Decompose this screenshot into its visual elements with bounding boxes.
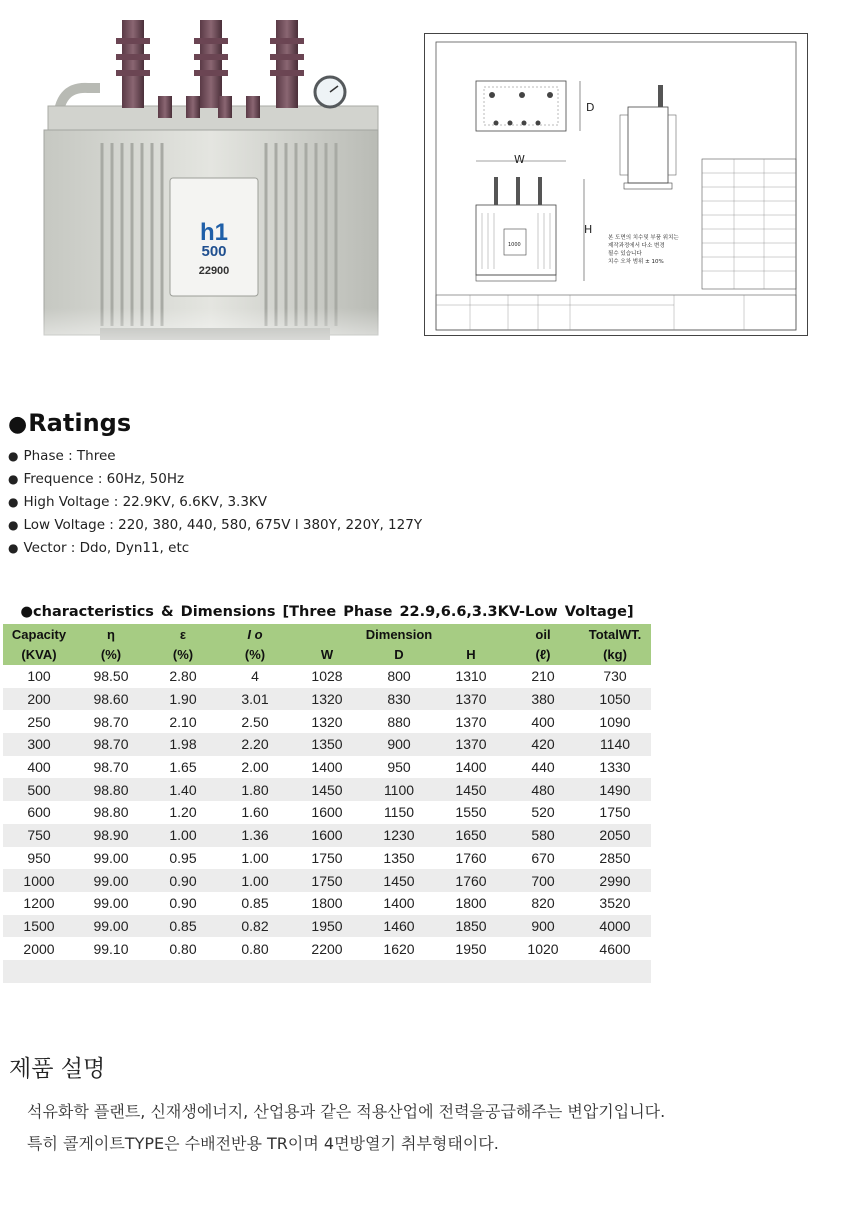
bullet-icon: ● <box>8 495 19 509</box>
table-cell: 99.00 <box>75 869 147 892</box>
table-row <box>3 892 651 915</box>
table-cell: 1400 <box>455 759 487 776</box>
table-cell <box>435 960 507 983</box>
table-cell: 950 <box>387 759 411 776</box>
table-cell: 1370 <box>435 688 507 711</box>
table-cell: 900 <box>507 915 579 938</box>
table-cell: 98.70 <box>93 713 129 730</box>
header-cell: (KVA) <box>3 645 75 666</box>
table-cell: 600 <box>27 804 51 821</box>
table-cell: 4000 <box>579 915 651 938</box>
table-cell: 100 <box>27 668 51 685</box>
table-cell: 1.65 <box>169 759 197 776</box>
table-header-row <box>3 645 651 666</box>
rating-item-phase <box>8 445 422 468</box>
table-cell: 670 <box>531 849 555 866</box>
table-cell: 4600 <box>599 940 631 957</box>
table-cell: 1460 <box>363 915 435 938</box>
rating-text: Frequence : 60Hz, 50Hz <box>23 471 185 487</box>
note-line: 치수 오차 범위 ± 10% <box>608 259 664 265</box>
badge-voltage: 22900 <box>198 265 230 277</box>
table-cell: 1760 <box>455 849 487 866</box>
table-cell: 1600 <box>291 824 363 847</box>
header-cell: Capacity <box>3 624 75 645</box>
bullet-icon: ● <box>8 449 19 463</box>
table-row <box>3 915 651 938</box>
table-cell <box>507 960 579 983</box>
ratings-title <box>8 409 131 437</box>
badge-number: 500 <box>201 243 227 260</box>
table-cell: 0.80 <box>241 940 269 957</box>
table-cell: 0.80 <box>169 940 197 957</box>
dim-d: D <box>586 101 595 114</box>
table-cell: 98.50 <box>93 668 129 685</box>
table-cell: 1090 <box>599 713 631 730</box>
table-cell: 3520 <box>599 895 631 912</box>
table-cell: 2.00 <box>241 759 269 776</box>
table-cell <box>147 960 219 983</box>
table-row <box>3 937 651 960</box>
ratings-list <box>8 445 422 560</box>
table-cell: 98.80 <box>75 778 147 801</box>
characteristics-table <box>3 624 651 983</box>
table-cell: 950 <box>27 849 51 866</box>
header-cell: oil <box>507 624 579 645</box>
table-cell: 1450 <box>435 778 507 801</box>
table-row <box>3 778 651 801</box>
table-cell: 2990 <box>579 869 651 892</box>
table-cell: 0.90 <box>169 895 197 912</box>
table-cell: 1490 <box>579 778 651 801</box>
table-cell: 480 <box>507 778 579 801</box>
table-cell: 1028 <box>311 668 343 685</box>
table-cell: 0.85 <box>241 895 269 912</box>
table-row <box>3 756 651 779</box>
header-cell: η <box>75 624 147 645</box>
header-cell: (kg) <box>579 645 651 666</box>
note-line: 본 도면의 치수및 부품 위치는 <box>608 235 679 241</box>
header-cell: (%) <box>147 645 219 666</box>
table-cell <box>291 960 363 983</box>
rating-item-vector <box>8 537 422 560</box>
description-line: 특히 콜게이트TYPE은 수배전반용 TR이며 4면방열기 취부형태이다. <box>27 1134 499 1153</box>
table-cell: 1750 <box>291 869 363 892</box>
header-cell: H <box>435 645 507 666</box>
table-cell: 1150 <box>383 804 415 821</box>
table-title <box>3 604 651 620</box>
table-cell: 880 <box>387 713 411 730</box>
table-row <box>3 665 651 688</box>
header-cell: Dimension <box>291 624 507 645</box>
table-cell: 1400 <box>383 895 415 912</box>
table-cell: 1850 <box>435 915 507 938</box>
table-cell: 2.80 <box>169 668 197 685</box>
description-title: 제품 설명 <box>9 1056 106 1082</box>
header-cell: (ℓ) <box>507 645 579 666</box>
table-cell: 2.10 <box>169 713 197 730</box>
table-cell: 900 <box>363 733 435 756</box>
note-line: 제작과정에서 다소 변경 <box>608 243 665 249</box>
table-cell <box>3 960 75 983</box>
table-row <box>3 801 651 824</box>
table-cell: 1450 <box>363 869 435 892</box>
table-cell: 1.36 <box>219 824 291 847</box>
table-title-text: characteristics & Dimensions [Three Phase 22.9,6.6,3.3KV-Low Voltage] <box>33 604 634 620</box>
table-cell: 1200 <box>23 895 55 912</box>
table-cell: 2050 <box>579 824 651 847</box>
table-cell: 750 <box>3 824 75 847</box>
table-cell: 0.95 <box>169 849 197 866</box>
table-cell: 730 <box>603 668 627 685</box>
table-cell: 1310 <box>455 668 487 685</box>
table-cell: 2.50 <box>241 713 269 730</box>
table-cell <box>75 960 147 983</box>
rating-text: High Voltage : 22.9KV, 6.6KV, 3.3KV <box>23 494 267 510</box>
table-row <box>3 733 651 756</box>
header-cell: TotalWT. <box>579 624 651 645</box>
description-line: 석유화학 플랜트, 신재생에너지, 산업용과 같은 적용산업에 전력을공급해주는 변압기입니다. <box>27 1102 666 1121</box>
table-cell: 1450 <box>291 778 363 801</box>
table-cell: 3.01 <box>219 688 291 711</box>
table-cell: 1950 <box>455 940 487 957</box>
table-row <box>3 847 651 870</box>
rating-item-low-voltage <box>8 514 422 537</box>
table-cell: 1.80 <box>219 778 291 801</box>
table-cell: 250 <box>27 713 51 730</box>
table-cell: 1320 <box>291 688 363 711</box>
header-cell: I o <box>219 624 291 645</box>
rating-text: Low Voltage : 220, 380, 440, 580, 675V l 380Y, 220Y, 127Y <box>23 517 423 533</box>
table-cell: 4 <box>251 668 259 685</box>
table-cell: 1370 <box>435 733 507 756</box>
transformer-photo <box>40 8 385 370</box>
table-cell: 1750 <box>599 804 631 821</box>
table-cell: 300 <box>3 733 75 756</box>
table-cell: 1100 <box>363 778 435 801</box>
table-cell: 99.00 <box>93 895 129 912</box>
table-cell: 99.10 <box>93 940 129 957</box>
table-cell: 1650 <box>435 824 507 847</box>
table-cell: 1.00 <box>241 849 269 866</box>
table-row <box>3 688 651 711</box>
table-cell: 1620 <box>383 940 415 957</box>
table-cell: 1.60 <box>241 804 269 821</box>
header-cell: (%) <box>75 645 147 666</box>
table-cell <box>363 960 435 983</box>
table-cell: 830 <box>363 688 435 711</box>
table-row-empty <box>3 960 651 983</box>
header-cell: W <box>291 645 363 666</box>
table-cell: 520 <box>531 804 555 821</box>
bullet-icon: ● <box>8 518 19 532</box>
table-cell: 210 <box>531 668 555 685</box>
table-cell: 0.82 <box>219 915 291 938</box>
table-cell: 0.85 <box>147 915 219 938</box>
table-cell: 2850 <box>599 849 631 866</box>
table-cell: 700 <box>507 869 579 892</box>
bullet-icon: ● <box>8 472 19 486</box>
table-row <box>3 710 651 733</box>
table-cell: 1.98 <box>147 733 219 756</box>
table-cell: 2200 <box>311 940 343 957</box>
table-cell: 1.00 <box>147 824 219 847</box>
table-cell: 1950 <box>291 915 363 938</box>
meter-label: 1000 <box>508 242 521 248</box>
table-cell: 1.00 <box>219 869 291 892</box>
table-cell: 2.20 <box>219 733 291 756</box>
rating-text: Phase : Three <box>23 448 116 464</box>
table-cell: 1350 <box>291 733 363 756</box>
table-cell: 98.60 <box>75 688 147 711</box>
table-cell: 1600 <box>311 804 343 821</box>
bullet-icon: ● <box>8 412 28 437</box>
table-cell: 200 <box>3 688 75 711</box>
table-row <box>3 824 651 847</box>
header-cell: ε <box>147 624 219 645</box>
table-cell: 1.20 <box>169 804 197 821</box>
table-cell: 1800 <box>455 895 487 912</box>
table-cell: 99.00 <box>93 849 129 866</box>
table-cell: 1350 <box>383 849 415 866</box>
table-cell: 1800 <box>311 895 343 912</box>
table-cell: 420 <box>507 733 579 756</box>
table-cell: 380 <box>507 688 579 711</box>
ratings-title-text: Ratings <box>28 409 132 437</box>
table-cell: 1320 <box>311 713 343 730</box>
table-cell: 820 <box>531 895 555 912</box>
table-cell: 1.40 <box>147 778 219 801</box>
table-cell: 1230 <box>363 824 435 847</box>
table-cell: 400 <box>531 713 555 730</box>
dim-w: W <box>514 153 525 166</box>
table-cell: 580 <box>507 824 579 847</box>
table-cell: 400 <box>27 759 51 776</box>
table-cell: 1370 <box>455 713 487 730</box>
table-cell: 99.00 <box>75 915 147 938</box>
rating-item-high-voltage <box>8 491 422 514</box>
header-cell: D <box>363 645 435 666</box>
table-cell: 98.70 <box>75 733 147 756</box>
table-cell: 98.70 <box>93 759 129 776</box>
header-cell: (%) <box>219 645 291 666</box>
table-cell: 98.80 <box>93 804 129 821</box>
table-cell: 0.90 <box>147 869 219 892</box>
table-cell: 1.90 <box>147 688 219 711</box>
table-cell: 1000 <box>3 869 75 892</box>
table-cell: 2000 <box>23 940 55 957</box>
table-cell <box>579 960 651 983</box>
table-cell: 1500 <box>3 915 75 938</box>
svg-text:h1: h1 <box>199 219 229 246</box>
rating-item-frequence <box>8 468 422 491</box>
note-line: 될수 있습니다 <box>608 251 642 257</box>
table-row <box>3 869 651 892</box>
table-cell: 1750 <box>311 849 343 866</box>
technical-drawing <box>424 33 808 336</box>
rating-text: Vector : Ddo, Dyn11, etc <box>23 540 190 556</box>
table-cell: 1330 <box>599 759 631 776</box>
table-cell: 1550 <box>455 804 487 821</box>
table-header-row <box>3 624 651 645</box>
table-cell: 98.90 <box>75 824 147 847</box>
bullet-icon: ● <box>8 541 19 555</box>
bullet-icon: ● <box>20 604 34 620</box>
table-cell: 1760 <box>435 869 507 892</box>
table-cell: 500 <box>3 778 75 801</box>
table-cell: 1050 <box>579 688 651 711</box>
table-cell: 1140 <box>579 733 651 756</box>
dim-h: H <box>584 223 593 236</box>
table-cell: 1400 <box>311 759 343 776</box>
table-cell: 1020 <box>527 940 559 957</box>
table-cell: 800 <box>387 668 411 685</box>
table-cell: 440 <box>531 759 555 776</box>
table-cell <box>219 960 291 983</box>
